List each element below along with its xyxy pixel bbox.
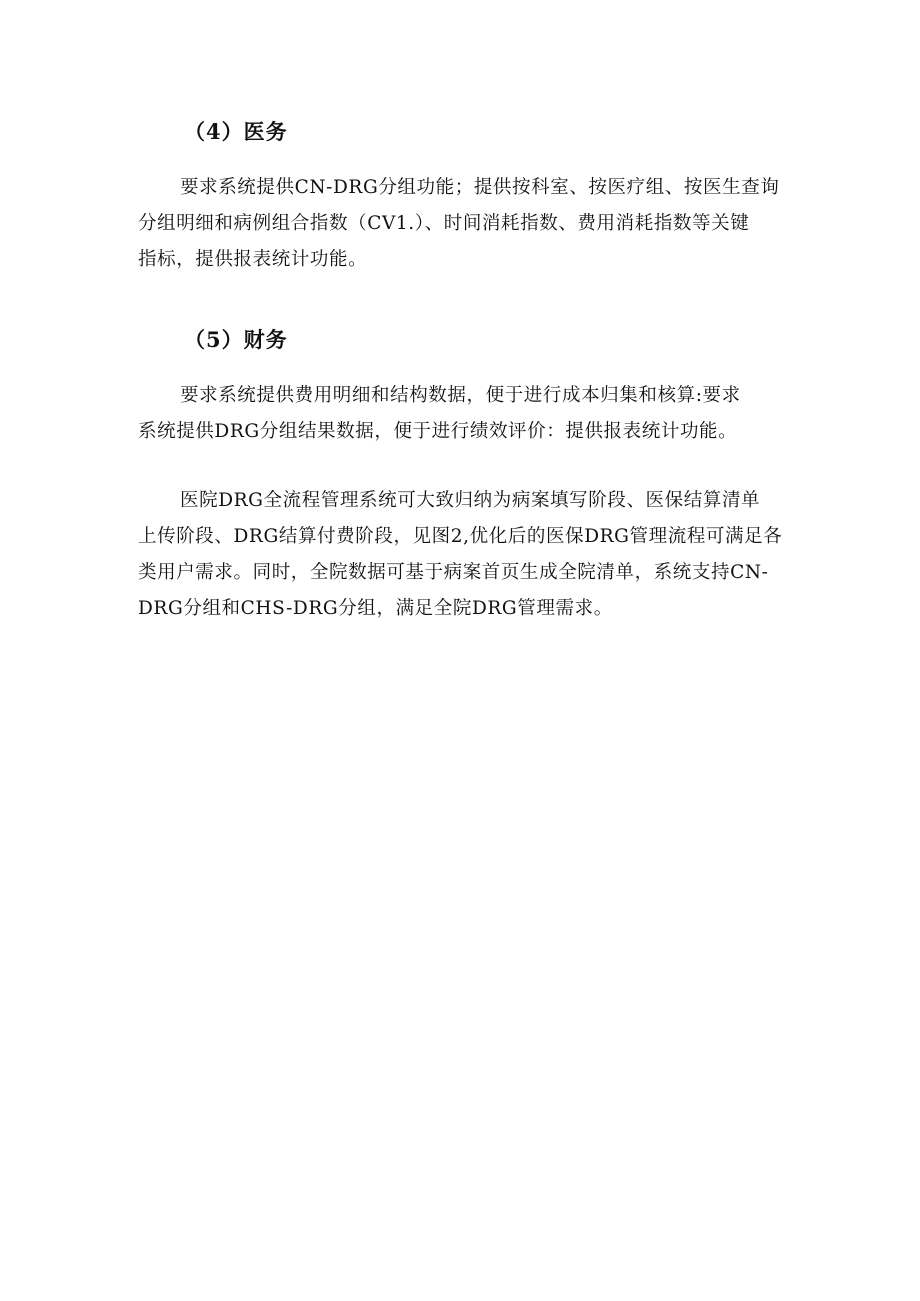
paragraph-line: 分组明细和病例组合指数（CV1.）、时间消耗指数、费用消耗指数等关键 [138, 213, 750, 234]
paragraph-line: 类用户需求。同时，全院数据可基于病案首页生成全院清单，系统支持CN- [138, 562, 769, 583]
paragraph-line: 上传阶段、DRG结算付费阶段，见图2,优化后的医保DRG管理流程可满足各 [138, 526, 783, 547]
paragraph-line: DRG分组和CHS-DRG分组，满足全院DRG管理需求。 [138, 598, 613, 619]
section-heading-medical-affairs: （4）医务 [184, 119, 288, 144]
paragraph-line: 要求系统提供CN-DRG分组功能；提供按科室、按医疗组、按医生查询 [180, 177, 780, 198]
paragraph-line: 系统提供DRG分组结果数据，便于进行绩效评价：提供报表统计功能。 [138, 421, 738, 442]
paragraph-summary [138, 483, 790, 627]
section-heading-finance: （5）财务 [184, 327, 288, 352]
paragraph-finance [138, 378, 790, 450]
paragraph-line: 要求系统提供费用明细和结构数据，便于进行成本归集和核算:要求 [180, 385, 741, 406]
paragraph-line: 指标，提供报表统计功能。 [138, 249, 368, 270]
paragraph-line: 医院DRG全流程管理系统可大致归纳为病案填写阶段、医保结算清单 [180, 490, 761, 511]
paragraph-medical-affairs [138, 170, 790, 278]
